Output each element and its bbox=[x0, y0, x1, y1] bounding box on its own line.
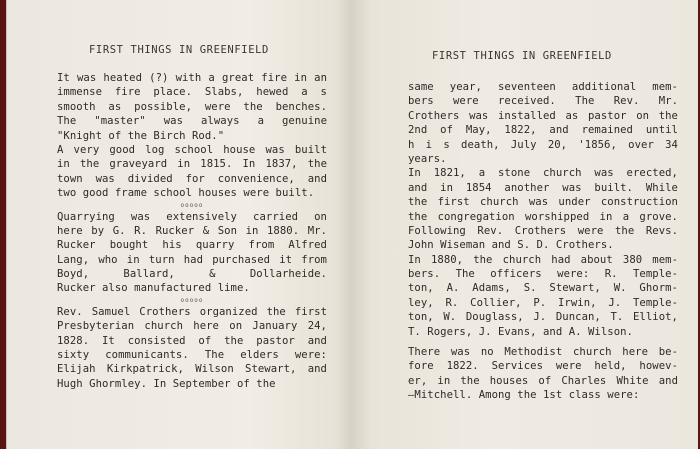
text-line: ton, W. Douglass, J. Duncan, T. Elliot, bbox=[408, 311, 678, 324]
page-title: FIRST THINGS IN GREENFIELD bbox=[89, 44, 269, 56]
text-line: and in 1854 another was built. While bbox=[408, 181, 678, 194]
text-line: here by G. R. Rucker & Son in 1880. Mr. bbox=[57, 224, 327, 237]
text-line: smooth as possible, were the benches. bbox=[57, 100, 327, 113]
text-line: John Wiseman and S. D. Crothers. bbox=[408, 239, 614, 252]
text-line: years. bbox=[408, 152, 447, 165]
text-line: It was heated (?) with a great fire in an bbox=[57, 72, 327, 84]
paragraph bbox=[408, 253, 678, 339]
text-line: Quarrying was extensively carried on bbox=[57, 210, 327, 223]
paragraph bbox=[57, 71, 327, 143]
paragraph bbox=[57, 143, 327, 201]
text-line: the first church was under construction bbox=[408, 196, 678, 209]
text-line: in the graveyard in 1815. In 1837, the bbox=[57, 158, 327, 171]
text-line: 2nd of May, 1822, and remained until bbox=[408, 124, 678, 137]
text-line: Lang, who in turn had purchased it from bbox=[57, 253, 327, 266]
section-separator: ooooo bbox=[180, 296, 204, 304]
page-body bbox=[408, 80, 678, 403]
text-line: Rev. Samuel Crothers organized the first bbox=[57, 305, 327, 318]
paragraph bbox=[408, 166, 678, 252]
text-line: 1828. It consisted of the pastor and bbox=[57, 334, 327, 347]
text-line: fore 1822. Services were held, howev- bbox=[408, 360, 678, 373]
text-line: bers. The officers were: R. Temple- bbox=[408, 268, 678, 281]
text-line: bers were received. The Rev. Mr. bbox=[408, 95, 678, 108]
text-line: T. Rogers, J. Evans, and A. Wilson. bbox=[408, 325, 633, 338]
paragraph bbox=[57, 210, 327, 296]
page-body bbox=[57, 71, 327, 391]
text-line: sixty communicants. The elders were: bbox=[57, 349, 327, 362]
text-line: Following Rev. Crothers were the Revs. bbox=[408, 224, 678, 237]
text-line: ley, R. Collier, P. Irwin, J. Temple- bbox=[408, 296, 678, 309]
text-line: Rucker also manufactured lime. bbox=[57, 282, 250, 295]
text-line: ton, A. Adams, S. Stewart, W. Ghorm- bbox=[408, 282, 678, 295]
text-line: er, in the houses of Charles White and bbox=[408, 374, 678, 387]
text-line: the congregation worshipped in a grove. bbox=[408, 210, 678, 223]
text-line: two good frame school houses were built. bbox=[57, 187, 315, 200]
text-line: same year, seventeen additional mem- bbox=[408, 81, 678, 93]
text-line: town was divided for convenience, and bbox=[57, 172, 327, 185]
text-line: In 1880, the church had about 380 mem- bbox=[408, 253, 678, 266]
right-page bbox=[352, 0, 698, 449]
text-line: —Mitchell. Among the 1st class were: bbox=[408, 389, 640, 402]
paragraph bbox=[57, 305, 327, 391]
text-line: The "master" was always a genuine bbox=[57, 115, 327, 128]
text-line: Boyd, Ballard, & Dollarheide. bbox=[57, 268, 327, 281]
text-line: In 1821, a stone church was erected, bbox=[408, 167, 678, 180]
text-line: "Knight of the Birch Rod." bbox=[57, 129, 225, 142]
paragraph bbox=[408, 80, 678, 166]
text-line: Hugh Ghormley. In September of the bbox=[57, 377, 276, 390]
text-line: Rucker bought his quarry from Alfred bbox=[57, 239, 327, 252]
text-line: Crothers was installed as pastor on the bbox=[408, 109, 678, 122]
text-line: Elijah Kirkpatrick, Wilson Stewart, and bbox=[57, 363, 327, 376]
left-page bbox=[6, 0, 353, 449]
text-line: h i s death, July 20, '1856, over 34 bbox=[408, 138, 678, 151]
text-line: There was no Methodist church here be- bbox=[408, 346, 678, 359]
page-title: FIRST THINGS IN GREENFIELD bbox=[432, 50, 612, 62]
text-line: immense fire place. Slabs, hewed a s bbox=[57, 86, 327, 99]
text-line: A very good log school house was built bbox=[57, 143, 327, 156]
section-separator: ooooo bbox=[180, 201, 204, 209]
paragraph bbox=[408, 345, 678, 403]
text-line: Presbyterian church here on January 24, bbox=[57, 320, 327, 333]
